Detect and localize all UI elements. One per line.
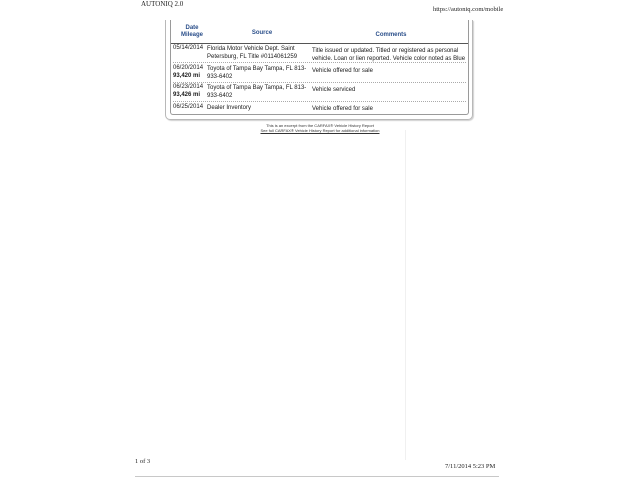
excerpt-note: This is an excerpt from the CARFAX® Vehicle History Report — [266, 123, 374, 128]
row-mileage: 93,426 mi — [173, 92, 201, 98]
column-header-date-line2: Mileage — [180, 32, 203, 38]
row-source: Dealer Inventory — [207, 105, 252, 111]
row-date: 06/20/2014 — [173, 65, 204, 71]
app-title: AUTONIQ 2.0 — [141, 0, 184, 8]
row-comments: Vehicle serviced — [312, 87, 356, 93]
row-comments: Vehicle offered for sale — [312, 68, 373, 74]
row-divider — [173, 62, 466, 63]
footer-divider — [135, 476, 499, 477]
column-header-date — [175, 25, 209, 39]
full-report-link[interactable] — [230, 128, 410, 133]
row-source: Florida Motor Vehicle Dept. Saint Petersburg, FL Title #0114061259 — [207, 46, 298, 60]
column-header-source: Source — [251, 30, 273, 36]
full-report-link-text[interactable]: See full CARFAX® Vehicle History Report for additional information — [260, 128, 380, 133]
row-date-cell — [173, 44, 207, 52]
row-divider — [173, 82, 466, 83]
row-divider — [173, 101, 466, 102]
history-table — [170, 20, 469, 115]
column-header-comments: Comments — [375, 32, 407, 38]
row-date-cell — [173, 103, 207, 111]
row-date: 06/25/2014 — [173, 104, 204, 110]
row-date-cell — [173, 83, 207, 99]
scan-margin-line — [405, 130, 406, 460]
print-timestamp: 7/11/2014 5:23 PM — [445, 463, 496, 470]
row-date: 06/23/2014 — [173, 84, 204, 90]
page-url: https://autoniq.com/mobile — [433, 6, 504, 13]
row-source: Toyota of Tampa Bay Tampa, FL 813-933-6402 — [207, 85, 307, 99]
row-date-cell — [173, 64, 207, 80]
row-comments: Vehicle offered for sale — [312, 106, 373, 112]
column-header-date-line1: Date — [185, 25, 199, 31]
row-mileage: 93,420 mi — [173, 73, 201, 79]
history-panel — [165, 20, 473, 120]
row-date: 05/14/2014 — [173, 45, 204, 51]
row-comments: Title issued or updated. Titled or registered as personal vehicle. Loan or lien reported. Vehicle color noted as Blue — [312, 48, 466, 62]
row-source: Toyota of Tampa Bay Tampa, FL 813-933-6402 — [207, 66, 307, 80]
header-divider — [171, 43, 468, 44]
page-number: 1 of 3 — [135, 458, 151, 465]
